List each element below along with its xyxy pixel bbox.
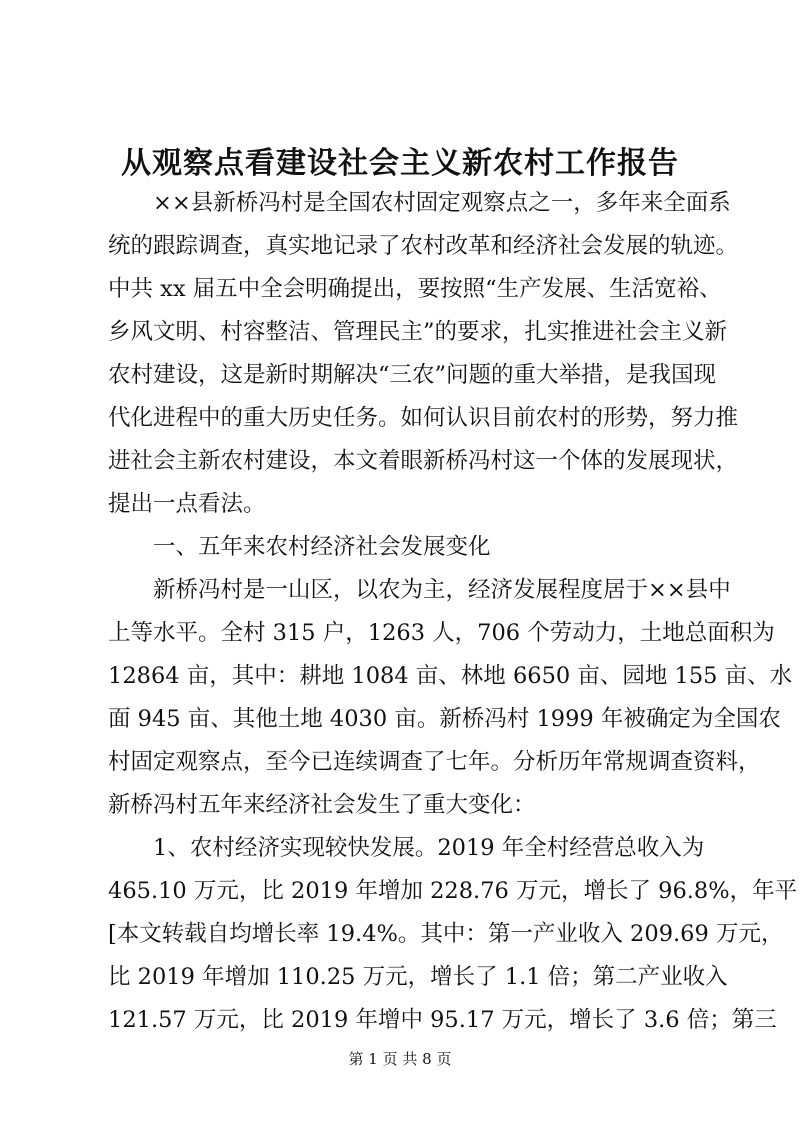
- body-line: 新桥冯村是一山区，以农为主，经济发展程度居于××县中: [108, 577, 731, 603]
- body-line: 新桥冯村五年来经济社会发生了重大变化：: [108, 792, 536, 818]
- body-line: 12864 亩，其中：耕地 1084 亩、林地 6650 亩、园地 155 亩、水: [108, 663, 793, 689]
- body-line: 农村建设，这是新时期解决“三农”问题的重大举措，是我国现: [108, 362, 717, 388]
- body-line: 进社会主新农村建设，本文着眼新桥冯村这一个体的发展现状，: [108, 448, 739, 474]
- body-line: 村固定观察点，至今已连续调查了七年。分析历年常规调查资料，: [108, 749, 761, 775]
- document-title: 从观察点看建设社会主义新农村工作报告: [121, 146, 679, 181]
- page-footer: 第 1 页 共 8 页: [348, 1050, 452, 1068]
- body-line: 面 945 亩、其他土地 4030 亩。新桥冯村 1999 年被确定为全国农: [108, 706, 781, 732]
- body-line: 提出一点看法。: [108, 491, 266, 517]
- body-line: 中共 xx 届五中全会明确提出，要按照“生产发展、生活宽裕、: [108, 276, 722, 302]
- body-line: 465.10 万元，比 2019 年增加 228.76 万元，增长了 96.8%，年平: [108, 878, 798, 904]
- body-line: 上等水平。全村 315 户，1263 人，706 个劳动力，土地总面积为: [108, 620, 775, 646]
- body-line: ××县新桥冯村是全国农村固定观察点之一，多年来全面系: [108, 190, 731, 216]
- body-line: 121.57 万元，比 2019 年增中 95.17 万元，增长了 3.6 倍；第三: [108, 1007, 777, 1033]
- body-line: [本文转载自均增长率 19.4%。其中：第一产业收入 209.69 万元，: [108, 921, 784, 947]
- body-line: 乡风文明、村容整洁、管理民主”的要求，扎实推进社会主义新: [108, 319, 728, 345]
- section-heading: 一、五年来农村经济社会发展变化: [108, 534, 491, 560]
- body-line: 代化进程中的重大历史任务。如何认识目前农村的形势，努力推: [108, 405, 739, 431]
- body-line: 比 2019 年增加 110.25 万元，增长了 1.1 倍；第二产业收入: [108, 964, 728, 990]
- body-line: 1、农村经济实现较快发展。2019 年全村经营总收入为: [108, 835, 705, 861]
- body-line: 统的跟踪调查，真实地记录了农村改革和经济社会发展的轨迹。: [108, 233, 739, 259]
